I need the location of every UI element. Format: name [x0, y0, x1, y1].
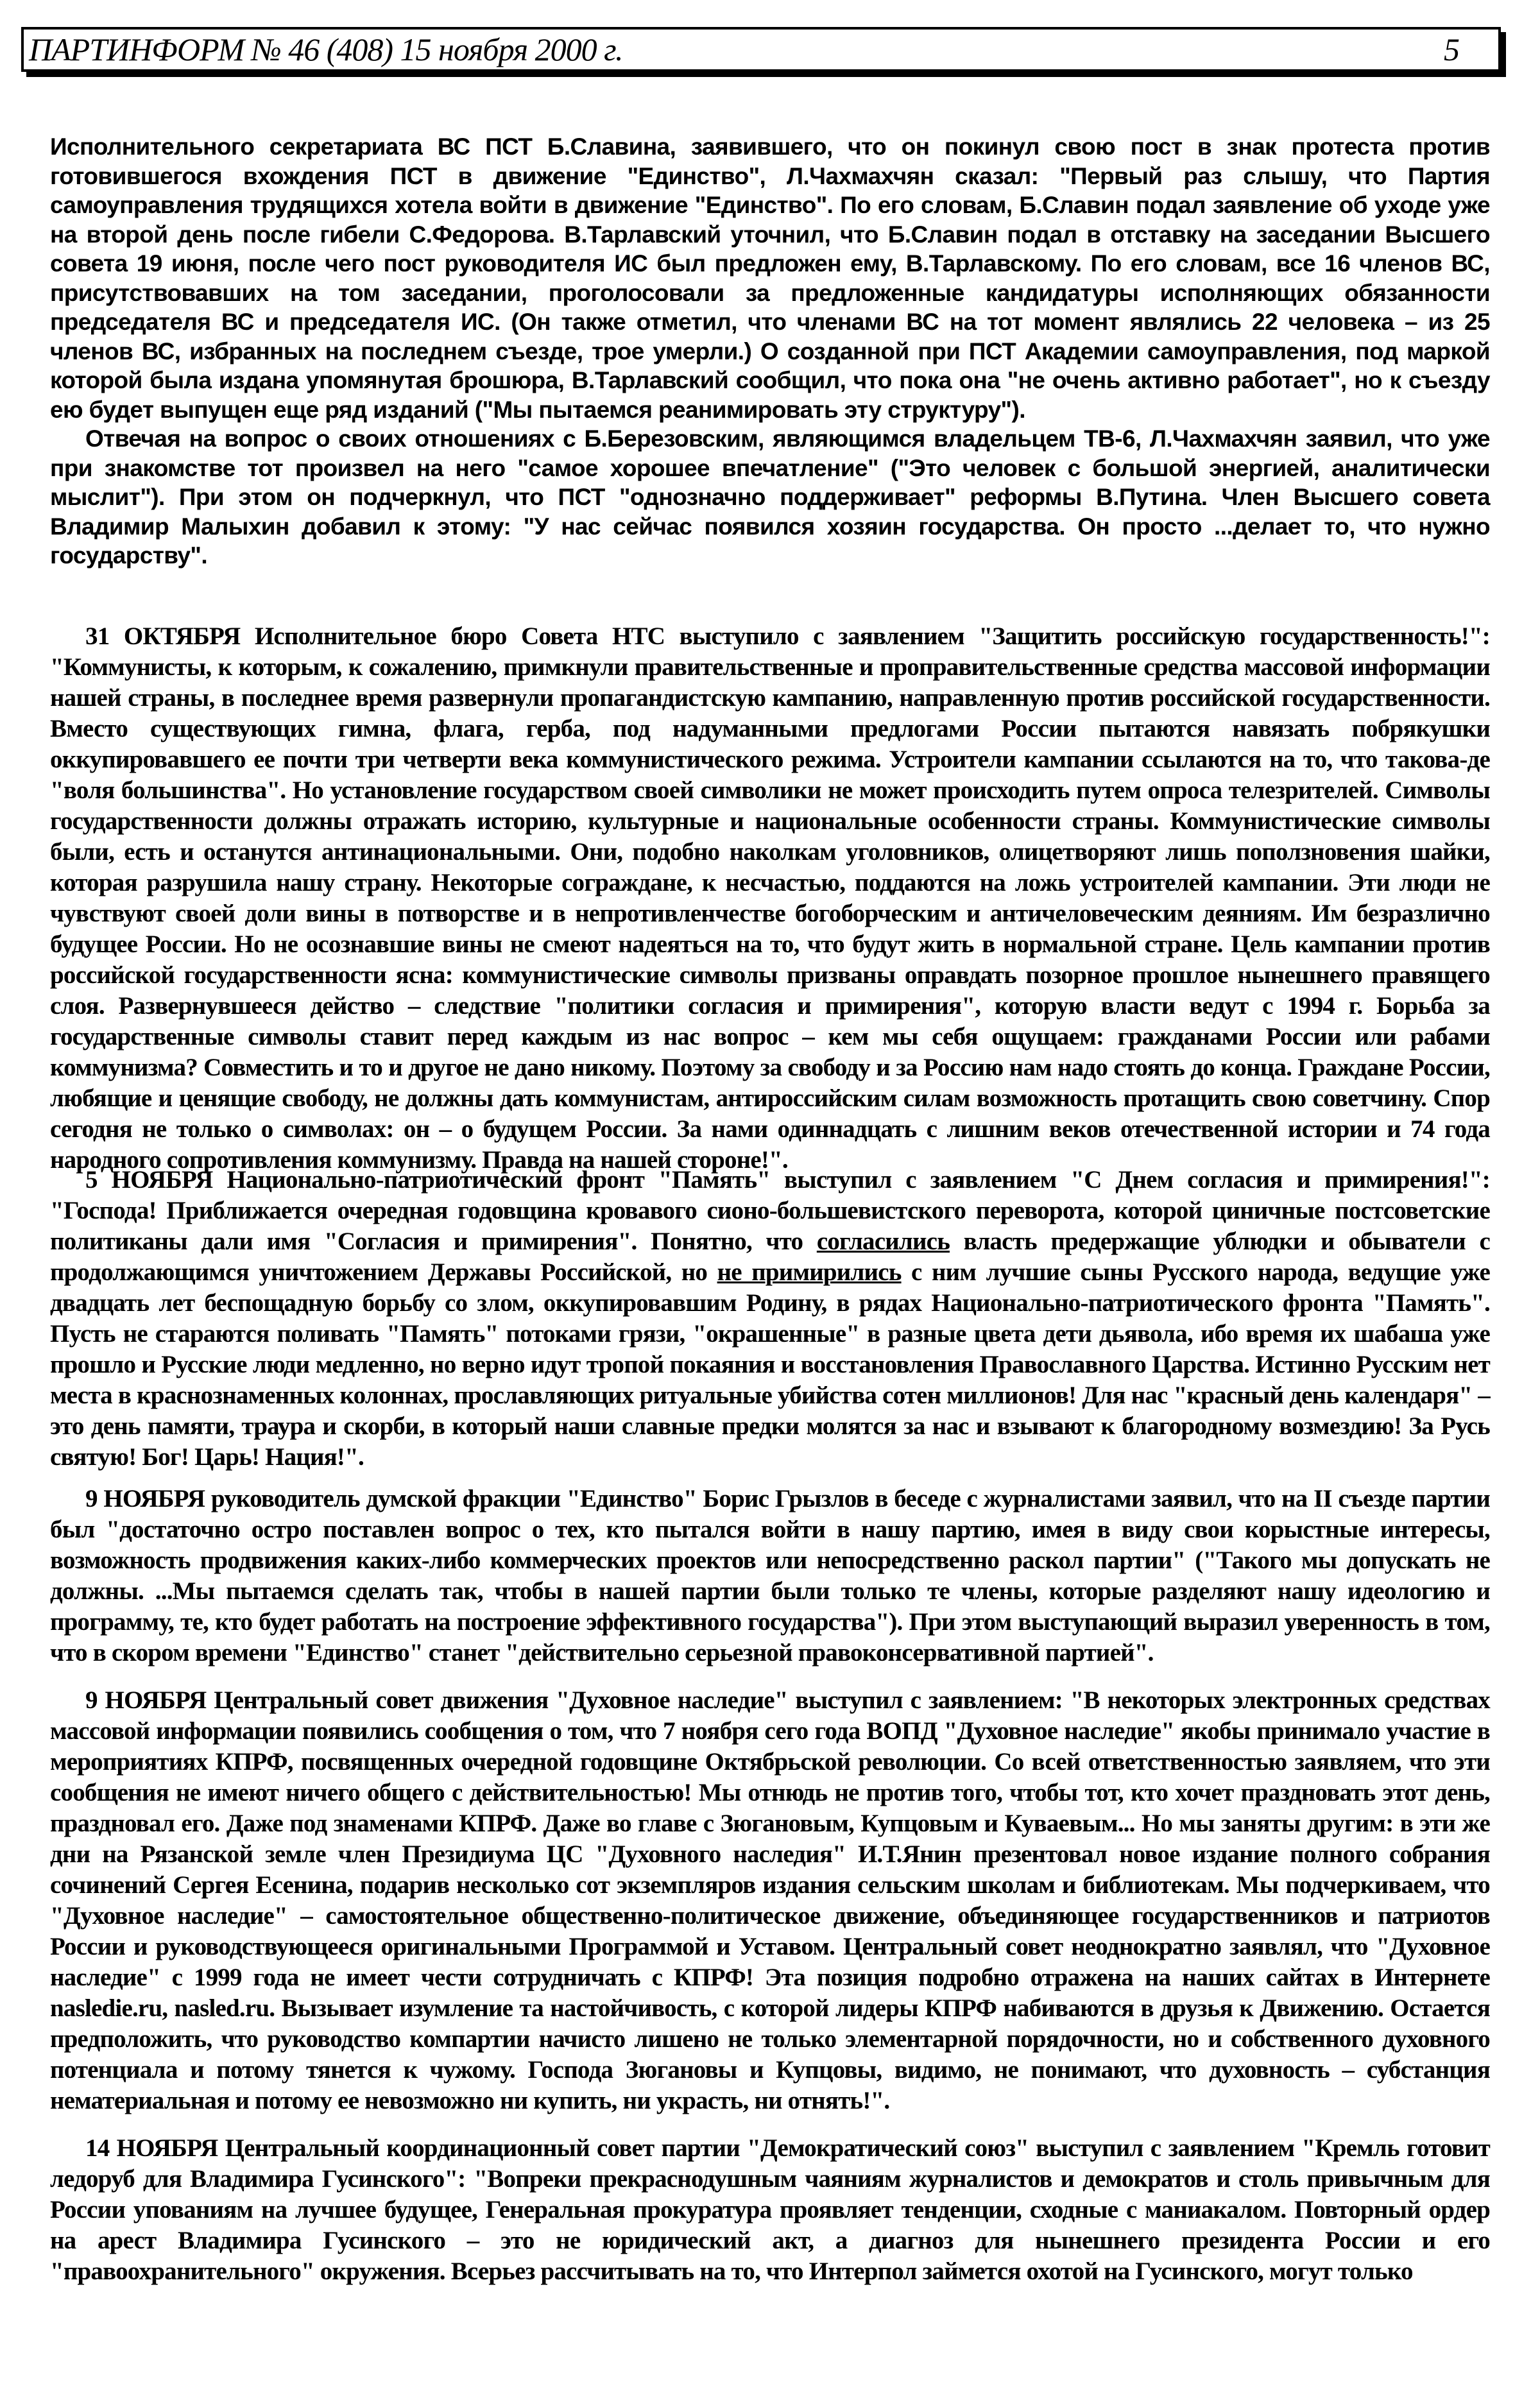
news-item-oct31: 31 ОКТЯБРЯ Исполнительное бюро Совета НТС выступило с заявлением "Защитить российскую государственность!": "Коммунисты, к которым, к сожалению, примкнули правительственные и проправительственные средства массовой информации нашей страны, в последнее время развернули пропагандистскую кампанию, направленную против российской государственности. Вместо существующих гимна, флага, герба, под надуманными предлогами России пытаются навязать побрякушки оккупировавшего ее почти три четверти века коммунистического режима. Устроители кампании ссылаются на то, что такова-де "воля большинства". Но установление государством своей символики не может происходить путем опроса телезрителей. Символы государственности должны отражать историю, культурные и национальные особенности страны. Коммунистические символы были, есть и останутся антинациональными. Они, подобно наколкам уголовников, олицетворяют лишь поползновения шайки, которая разрушила нашу страну. Некоторые сограждане, к несчастью, поддаются на ложь устроителей кампании. Эти люди не чувствуют своей доли вины в потворстве и в непротивленчестве богоборческим и античеловеческим деяниям. Им безразлично будущее России. Но не осознавшие вины не смеют надеяться на то, что будут жить в нормальной стране. Цель кампании против российской государственности ясна: коммунистические символы призваны оправдать позорное прошлое нынешнего правящего слоя. Развернувшееся действо – следствие "политики согласия и примирения", которую власти ведут с 1994 г. Борьба за государственные символы ставит перед каждым из нас вопрос – кем мы себя ощущаем: гражданами России или рабами коммунизма? Совместить и то и другое не дано никому. Поэтому за свободу и за Россию нам надо стоять до конца. Граждане России, любящие и ценящие свободу, не должны дать коммунистам, антироссийским силам возможность протащить свою советчину. Спор сегодня не только о символах: он – о будущем России. За нами одиннадцать с лишним веков отечественной истории и 74 года народного сопротивления коммунизму. Правда на нашей стороне!". [50, 622, 1490, 1174]
news-item-nov9-dukhovnoe-nasledie: 9 НОЯБРЯ Центральный совет движения "Духовное наследие" выступил с заявлением: "В некоторых электронных средствах массовой информации появились сообщения о том, что 7 ноября сего года ВОПД "Духовное наследие" якобы принимало участие в мероприятиях КПРФ, посвященных очередной годовщине Октябрьской революции. Со всей ответственностью заявляем, что эти сообщения не имеют ничего общего с действительностью! Мы отнюдь не против того, чтобы тот, кто хочет праздновать этот день, праздновал его. Даже под знаменами КПРФ. Даже во главе с Зюгановым, Купцовым и Куваевым... Но мы заняты другим: в эти же дни на Рязанской земле член Президиума ЦС "Духовного наследия" И.Т.Янин презентовал новое издание полного собрания сочинений Сергея Есенина, подарив несколько сот экземпляров издания сельским школам и библиотекам. Мы подчеркиваем, что "Духовное наследие" – самостоятельное общественно-политическое движение, объединяющее государственников и патриотов России и руководствующееся оригинальными Программой и Уставом. Центральный совет неоднократно заявлял, что "Духовное наследие" с 1999 года не имеет чести сотрудничать с КПРФ! Эта позиция подробно отражена на наших сайтах в Интернете nasledie.ru, nasled.ru. Вызывает изумление та настойчивость, с которой лидеры КПРФ набиваются в друзья к Движению. Остается предположить, что руководство компартии начисто лишено не только элементарной порядочности, но и собственного духовного потенциала и потому тянется к чужому. Господа Зюгановы и Купцовы, видимо, не понимают, что духовность – субстанция нематериальная и потому ее невозможно ни купить, ни украсть, ни отнять!". [50, 1686, 1490, 2114]
text: с ним лучшие сыны Русского народа, ведущие уже двадцать лет беспощадную борьбу со злом, оккупировавшим Родину, в рядах Национально-патриотического фронта "Память". Пусть не стараются поливать "Память" потоками грязи, "окрашенные" в разные цвета дети дьявола, ибо время их шабаша уже прошло и Русские люди медленно, но верно идут тропой покаяния и восстановления Православного Царства. Истинно Русским нет места в краснознаменных колоннах, прославляющих ритуальные убийства сотен миллионов! Для нас "красный день календаря" – это день памяти, траура и скорби, в который наши славные предки молятся за нас и взывают к благородному возмездию! За Русь святую! Бог! Царь! Нация!". [50, 1258, 1490, 1471]
page-header [21, 27, 1501, 72]
news-item-nov9-edinstvo: 9 НОЯБРЯ руководитель думской фракции "Единство" Борис Грызлов в беседе с журналистами заявил, что на II съезде партии был "достаточно остро поставлен вопрос о тех, кто пытался войти в нашу партию, имея в виду свои корыстные интересы, возможность продвижения каких-либо коммерческих проектов или непосредственно раскол партии" ("Такого мы допускать не должны. ...Мы пытаемся сделать так, чтобы в нашей партии были только те члены, которые разделяют нашу идеологию и программу, те, кто будет работать на построение эффективного государства"). При этом выступающий выразил уверенность в том, что в скором времени "Единство" станет "действительно серьезной правоконсервативной партией". [50, 1485, 1490, 1667]
text: 5 НОЯБРЯ Национально-патриотический фронт "Память" выступил с заявлением "С Днем согласия и примирения!": "Господа! Приближается очередная годовщина кровавого сионо-большевистского переворота, которой циничные постсоветские политиканы дали имя "Согласия и примирения". Понятно, что [50, 1166, 1490, 1255]
news-item-nov5 [50, 1165, 1490, 1473]
text: власть предержащие ублюдки и обыватели с продолжающимся уничтожением Державы Российской, но [50, 1228, 1490, 1286]
underlined-text: согласились [816, 1228, 950, 1255]
article-continuation [50, 132, 1490, 570]
publication-title: ПАРТИНФОРМ № 46 (408) 15 ноября 2000 г. [29, 31, 623, 67]
page-number: 5 [1444, 31, 1460, 67]
paragraph: Отвечая на вопрос о своих отношениях с Б.Березовским, являющимся владельцем ТВ-6, Л.Чахмахчян заявил, что уже при знакомстве тот произвел на него "самое хорошее впечатление" ("Это человек с большой энергией, аналитически мыслит"). При этом он подчеркнул, что ПСТ "однозначно поддерживает" реформы В.Путина. Член Высшего совета Владимир Малыхин добавил к этому: "У нас сейчас появился хозяин государства. Он просто ...делает то, что нужно государству". [50, 425, 1490, 569]
news-item-nov14: 14 НОЯБРЯ Центральный координационный совет партии "Демократический союз" выступил с заявлением "Кремль готовит ледоруб для Владимира Гусинского": "Вопреки прекраснодушным чаяниям журналистов и демократов и столь привычным для России упованиям на лучшее будущее, Генеральная прокуратура проявляет тенденции, сходные с маниакалом. Повторный ордер на арест Владимира Гусинского – это не юридический акт, а диагноз для нынешнего президента России и его "правоохранительного" окружения. Всерьез рассчитывать на то, что Интерпол займется охотой на Гусинского, могут только [50, 2134, 1490, 2285]
paragraph: Исполнительного секретариата ВС ПСТ Б.Славина, заявившего, что он покинул свою пост в знак протеста против готовившегося вхождения ПСТ в движение "Единство", Л.Чахмахчян сказал: "Первый раз слышу, что Партия самоуправления трудящихся хотела войти в движение "Единство". По его словам, Б.Славин подал заявление об уходе уже на второй день после гибели С.Федорова. В.Тарлавский уточнил, что Б.Славин подал в отставку на заседании Высшего совета 19 июня, после чего пост руководителя ИС был предложен ему, В.Тарлавскому. По его словам, все 16 членов ВС, присутствовавших на том заседании, проголосовали за предложенные кандидатуры исполняющих обязанности председателя ВС и председателя ИС. (Он также отметил, что членами ВС на тот момент являлись 22 человека – из 25 членов ВС, избранных на последнем съезде, трое умерли.) О созданной при ПСТ Академии самоуправления, под маркой которой была издана упомянутая брошюра, В.Тарлавский сообщил, что пока она "не очень активно работает", но к съезду ею будет выпущен еще ряд изданий ("Мы пытаемся реанимировать эту структуру"). [50, 133, 1490, 423]
underlined-text: не примирились [717, 1258, 902, 1286]
